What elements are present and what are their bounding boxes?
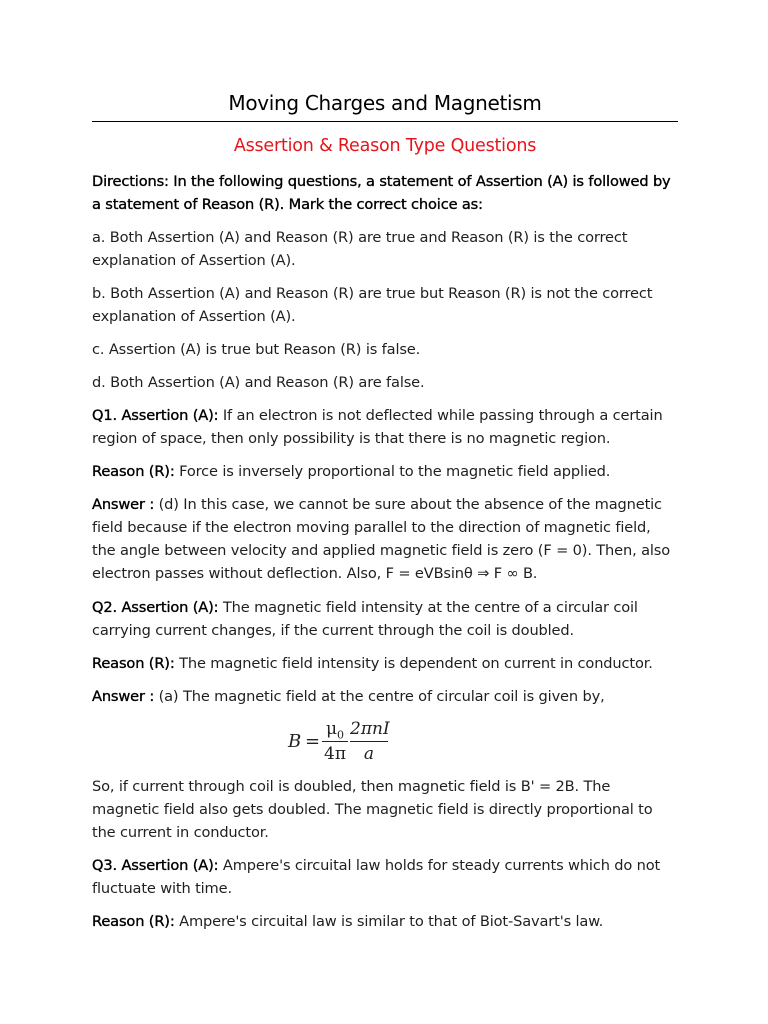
q2-reason	[92, 652, 678, 675]
title-divider	[92, 121, 678, 122]
formula-numerator-1	[322, 718, 348, 740]
q1-assertion-text: If an electron is not deflected while passing through a certain region of space, then only possibility is that there is no magnetic region.	[92, 407, 663, 447]
formula-mu-subscript: 0	[337, 728, 345, 742]
q1-reason-label: Reason (R):	[92, 463, 175, 480]
formula-denominator-2: a	[363, 744, 375, 764]
formula-fraction-2	[350, 718, 388, 765]
q1-reason	[92, 460, 678, 483]
magnetic-field-formula	[288, 718, 408, 768]
q1-answer-text: (d) In this case, we cannot be sure about the absence of the magnetic field because if the electron moving parallel to the direction of magnetic field, the angle between velocity and applied magnetic field is zero (F = 0). Then, also electron passes without deflection. Also, F = eVBsinθ ⇒ F ∞ B.	[92, 496, 670, 582]
directions-text: Directions: In the following questions, a statement of Assertion (A) is followed by a statement of Reason (R). Mark the correct choice as:	[92, 173, 671, 213]
q3-assertion	[92, 854, 678, 900]
q2-assertion-label: Q2. Assertion (A):	[92, 599, 219, 616]
q3-reason-text: Ampere's circuital law is similar to that of Biot-Savart's law.	[174, 913, 604, 930]
q1-answer	[92, 493, 678, 585]
q2-assertion	[92, 596, 678, 642]
q2-answer-label: Answer :	[92, 688, 155, 705]
q3-assertion-label: Q3. Assertion (A):	[92, 857, 219, 874]
q1-assertion-label: Q1. Assertion (A):	[92, 407, 219, 424]
q1-assertion	[92, 404, 678, 450]
q2-followup: So, if current through coil is doubled, then magnetic field is B' = 2B. The magnetic field also gets doubled. The magnetic field is directly proportional to the current in conductor.	[92, 778, 653, 841]
q1-answer-label: Answer :	[92, 496, 155, 513]
q2-reason-text: The magnetic field intensity is dependent on current in conductor.	[174, 655, 653, 672]
option-d: d. Both Assertion (A) and Reason (R) are false.	[92, 374, 425, 391]
formula-equals: =	[305, 731, 321, 752]
q2-answer	[92, 685, 678, 708]
page-title: Moving Charges and Magnetism	[228, 91, 542, 115]
formula-fraction-1	[322, 718, 348, 765]
option-a: a. Both Assertion (A) and Reason (R) are true and Reason (R) is the correct explanation of Assertion (A).	[92, 229, 628, 269]
q2-answer-text: (a) The magnetic field at the centre of circular coil is given by,	[154, 688, 605, 705]
formula-mu: μ	[325, 719, 338, 739]
q1-reason-text: Force is inversely proportional to the magnetic field applied.	[174, 463, 611, 480]
formula-denominator-1: 4π	[324, 744, 346, 764]
q3-reason	[92, 910, 678, 933]
q3-assertion-text: Ampere's circuital law holds for steady currents which do not fluctuate with time.	[92, 857, 661, 897]
q3-reason-label: Reason (R):	[92, 913, 175, 930]
formula-fraction-bar-2	[350, 741, 388, 742]
formula-numerator-2: 2πnI	[350, 719, 390, 739]
formula-fraction-bar-1	[322, 741, 348, 742]
q2-reason-label: Reason (R):	[92, 655, 175, 672]
option-c: c. Assertion (A) is true but Reason (R) is false.	[92, 341, 421, 358]
q2-assertion-text: The magnetic field intensity at the centre of a circular coil carrying current changes, if the current through the coil is doubled.	[92, 599, 638, 639]
section-subtitle: Assertion & Reason Type Questions	[233, 136, 537, 156]
formula-lhs: B	[288, 731, 302, 752]
option-b: b. Both Assertion (A) and Reason (R) are true but Reason (R) is not the correct explanation of Assertion (A).	[92, 285, 653, 325]
